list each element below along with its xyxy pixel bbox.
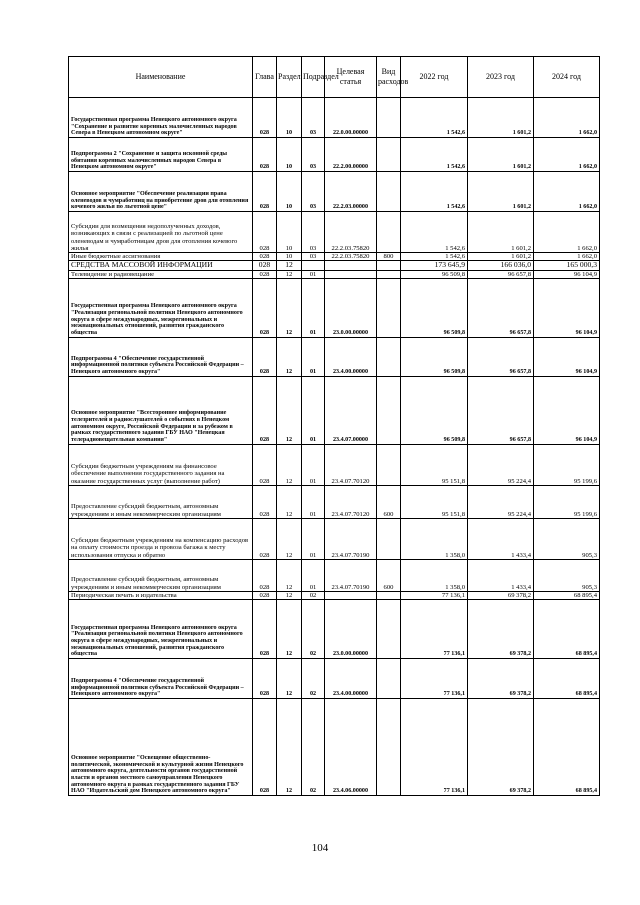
header-2022: 2022 год [401, 57, 468, 98]
header-2023: 2023 год [468, 57, 534, 98]
row-expense-type-cell [377, 278, 401, 337]
row-target-cell: 23.4.07.70120 [325, 485, 377, 518]
table-row [69, 212, 600, 253]
row-subsection-cell: 01 [302, 559, 325, 591]
row-subsection-cell: 02 [302, 591, 325, 599]
row-chapter-cell: 028 [253, 337, 277, 376]
row-name-cell: Основное мероприятие "Обеспечение реализации права оленеводов и чумработниц на приобретение дров для отопления кочевого жилья по льготной цене" [69, 172, 253, 212]
table-body [69, 98, 600, 796]
row-chapter-cell: 028 [253, 699, 277, 796]
row-2024-cell: 1 662,0 [534, 253, 600, 261]
row-2024-cell: 68 895,4 [534, 699, 600, 796]
row-2024-cell: 1 662,0 [534, 172, 600, 212]
row-section-cell: 12 [277, 337, 302, 376]
row-2023-cell: 96 657,8 [468, 278, 534, 337]
row-name-cell: Предоставление субсидий бюджетным, автономным учреждениям и иным некоммерческим организациям [69, 559, 253, 591]
page-number: 104 [311, 842, 329, 854]
row-2022-cell: 77 136,1 [401, 600, 468, 659]
row-expense-type-cell [377, 591, 401, 599]
header-chapter: Глава [253, 57, 277, 98]
row-section-cell: 10 [277, 253, 302, 261]
table-row [69, 98, 600, 138]
row-name-cell: Основное мероприятие "Всестороннее информирование телезрителей и радиослушателей о событиях в Ненецком автономном округе, Российской Федерации и за рубежом в рамках государственного задания ГБУ НАО "Ненецкая телерадиовещательная компания" [69, 376, 253, 444]
row-subsection-cell [302, 261, 325, 270]
row-expense-type-cell [377, 270, 401, 278]
row-section-cell: 12 [277, 659, 302, 699]
row-2024-cell: 68 895,4 [534, 600, 600, 659]
row-section-cell: 12 [277, 485, 302, 518]
row-2023-cell: 1 601,2 [468, 253, 534, 261]
header-name: Наименование [69, 57, 253, 98]
row-chapter-cell: 028 [253, 261, 277, 270]
row-chapter-cell: 028 [253, 376, 277, 444]
table-header-row [69, 57, 600, 98]
row-target-cell: 23.0.00.00000 [325, 278, 377, 337]
row-target-cell: 22.2.03.75820 [325, 253, 377, 261]
table-row [69, 591, 600, 599]
row-target-cell: 22.2.03.00000 [325, 172, 377, 212]
row-section-cell: 10 [277, 138, 302, 172]
row-2024-cell: 905,3 [534, 559, 600, 591]
row-2024-cell: 96 104,9 [534, 376, 600, 444]
row-expense-type-cell [377, 98, 401, 138]
row-2023-cell: 96 657,8 [468, 270, 534, 278]
table-row [69, 699, 600, 796]
row-2022-cell: 1 542,6 [401, 138, 468, 172]
row-2023-cell: 69 378,2 [468, 600, 534, 659]
table-row [69, 518, 600, 559]
row-target-cell [325, 591, 377, 599]
table-row [69, 444, 600, 485]
row-name-cell: Иные бюджетные ассигнования [69, 253, 253, 261]
row-2023-cell: 166 036,0 [468, 261, 534, 270]
header-2024: 2024 год [534, 57, 600, 98]
row-name-cell: Субсидии бюджетным учреждениям на компенсацию расходов на оплату стоимости проезда и провоза багажа к месту использования отпуска и обратно [69, 518, 253, 559]
row-name-cell: Государственная программа Ненецкого автономного округа "Реализация региональной политики Ненецкого автономного округа в сфере международных, межрегиональных и межнациональных отношений, развития гражданского общества [69, 600, 253, 659]
row-name-cell: СРЕДСТВА МАССОВОЙ ИНФОРМАЦИИ [69, 261, 253, 270]
table-row [69, 270, 600, 278]
row-chapter-cell: 028 [253, 253, 277, 261]
row-section-cell: 12 [277, 559, 302, 591]
row-2024-cell: 1 662,0 [534, 212, 600, 253]
row-subsection-cell: 03 [302, 212, 325, 253]
row-subsection-cell: 01 [302, 485, 325, 518]
row-2023-cell: 69 378,2 [468, 591, 534, 599]
row-section-cell: 12 [277, 699, 302, 796]
row-target-cell: 23.4.07.70190 [325, 559, 377, 591]
row-expense-type-cell [377, 444, 401, 485]
row-section-cell: 12 [277, 518, 302, 559]
table-row [69, 659, 600, 699]
row-section-cell: 12 [277, 261, 302, 270]
table-row [69, 278, 600, 337]
row-2022-cell: 77 136,1 [401, 659, 468, 699]
row-2023-cell: 1 433,4 [468, 559, 534, 591]
row-section-cell: 12 [277, 591, 302, 599]
row-section-cell: 12 [277, 600, 302, 659]
row-2023-cell: 96 657,8 [468, 337, 534, 376]
row-chapter-cell: 028 [253, 518, 277, 559]
row-2023-cell: 1 601,2 [468, 212, 534, 253]
header-section: Раздел [277, 57, 302, 98]
row-chapter-cell: 028 [253, 600, 277, 659]
row-2023-cell: 95 224,4 [468, 485, 534, 518]
row-name-cell: Субсидии для возмещения недополученных доходов, возникающих в связи с реализацией по льготной цене оленеводам и чумработницам дров для отопления кочевого жилья [69, 212, 253, 253]
row-2023-cell: 1 433,4 [468, 518, 534, 559]
row-2022-cell: 96 509,8 [401, 376, 468, 444]
row-2024-cell: 1 662,0 [534, 98, 600, 138]
row-section-cell: 10 [277, 98, 302, 138]
table-row [69, 261, 600, 270]
row-2023-cell: 1 601,2 [468, 98, 534, 138]
row-2023-cell: 95 224,4 [468, 444, 534, 485]
row-subsection-cell: 01 [302, 270, 325, 278]
row-target-cell [325, 261, 377, 270]
table-row [69, 172, 600, 212]
row-chapter-cell: 028 [253, 138, 277, 172]
row-2023-cell: 96 657,8 [468, 376, 534, 444]
row-expense-type-cell [377, 212, 401, 253]
table-row [69, 337, 600, 376]
header-target: Целевая статья [325, 57, 377, 98]
row-2023-cell: 69 378,2 [468, 659, 534, 699]
row-2024-cell: 95 199,6 [534, 444, 600, 485]
row-target-cell: 22.0.00.00000 [325, 98, 377, 138]
row-chapter-cell: 028 [253, 172, 277, 212]
row-section-cell: 12 [277, 376, 302, 444]
row-name-cell: Периодическая печать и издательства [69, 591, 253, 599]
row-2023-cell: 1 601,2 [468, 172, 534, 212]
row-2024-cell: 96 104,9 [534, 337, 600, 376]
row-2022-cell: 1 358,0 [401, 559, 468, 591]
row-2023-cell: 69 378,2 [468, 699, 534, 796]
row-expense-type-cell [377, 600, 401, 659]
row-target-cell: 23.4.07.00000 [325, 376, 377, 444]
row-2024-cell: 96 104,9 [534, 278, 600, 337]
row-chapter-cell: 028 [253, 278, 277, 337]
budget-table [68, 56, 600, 796]
row-chapter-cell: 028 [253, 270, 277, 278]
row-target-cell: 22.2.00.00000 [325, 138, 377, 172]
row-2024-cell: 95 199,6 [534, 485, 600, 518]
row-chapter-cell: 028 [253, 444, 277, 485]
row-chapter-cell: 028 [253, 659, 277, 699]
row-chapter-cell: 028 [253, 485, 277, 518]
row-subsection-cell: 01 [302, 278, 325, 337]
table-row [69, 559, 600, 591]
row-target-cell: 23.4.07.70190 [325, 518, 377, 559]
row-expense-type-cell [377, 138, 401, 172]
row-2022-cell: 96 509,8 [401, 337, 468, 376]
row-2024-cell: 68 895,4 [534, 659, 600, 699]
row-subsection-cell: 02 [302, 699, 325, 796]
row-2024-cell: 68 895,4 [534, 591, 600, 599]
row-2024-cell: 905,3 [534, 518, 600, 559]
row-target-cell: 22.2.03.75820 [325, 212, 377, 253]
row-subsection-cell: 02 [302, 600, 325, 659]
row-chapter-cell: 028 [253, 559, 277, 591]
row-section-cell: 12 [277, 444, 302, 485]
row-name-cell: Подпрограмма 2 "Сохранение и защита исконной среды обитания коренных малочисленных народов Севера в Ненецком автономном округе" [69, 138, 253, 172]
row-expense-type-cell [377, 518, 401, 559]
row-chapter-cell: 028 [253, 98, 277, 138]
table-row [69, 485, 600, 518]
row-target-cell: 23.4.00.00000 [325, 659, 377, 699]
row-section-cell: 12 [277, 278, 302, 337]
row-chapter-cell: 028 [253, 591, 277, 599]
header-subsection: Подраздел [302, 57, 325, 98]
row-subsection-cell: 01 [302, 376, 325, 444]
row-expense-type-cell: 600 [377, 559, 401, 591]
row-subsection-cell: 03 [302, 253, 325, 261]
row-section-cell: 10 [277, 172, 302, 212]
row-2022-cell: 1 542,6 [401, 172, 468, 212]
row-2022-cell: 96 509,8 [401, 278, 468, 337]
row-2024-cell: 96 104,9 [534, 270, 600, 278]
row-subsection-cell: 01 [302, 518, 325, 559]
row-2022-cell: 1 542,6 [401, 253, 468, 261]
row-target-cell: 23.4.00.00000 [325, 337, 377, 376]
row-expense-type-cell [377, 172, 401, 212]
row-target-cell: 23.4.06.00000 [325, 699, 377, 796]
row-expense-type-cell [377, 337, 401, 376]
row-2022-cell: 95 151,8 [401, 485, 468, 518]
row-2022-cell: 173 645,9 [401, 261, 468, 270]
row-name-cell: Субсидии бюджетным учреждениям на финансовое обеспечение выполнения государственного задания на оказание государственных услуг (выполнение работ) [69, 444, 253, 485]
row-subsection-cell: 03 [302, 172, 325, 212]
row-2024-cell: 165 000,3 [534, 261, 600, 270]
row-2022-cell: 77 136,1 [401, 591, 468, 599]
row-2022-cell: 1 542,6 [401, 212, 468, 253]
row-subsection-cell: 02 [302, 659, 325, 699]
row-name-cell: Государственная программа Ненецкого автономного округа "Реализация региональной политики Ненецкого автономного округа в сфере международных, межрегиональных и межнациональных отношений, развития гражданского общества [69, 278, 253, 337]
row-2024-cell: 1 662,0 [534, 138, 600, 172]
row-expense-type-cell: 600 [377, 485, 401, 518]
row-target-cell [325, 270, 377, 278]
row-name-cell: Основное мероприятие "Освещение общественно-политической, экономической и культурной жизни Ненецкого автономного округа, деятельности органов государственной власти и органов местного самоуправления Ненецкого автономного округа в рамках государственного задания ГБУ НАО "Издательский дом Ненецкого автономного округа" [69, 699, 253, 796]
row-subsection-cell: 03 [302, 98, 325, 138]
row-section-cell: 12 [277, 270, 302, 278]
row-target-cell: 23.4.07.70120 [325, 444, 377, 485]
row-section-cell: 10 [277, 212, 302, 253]
row-name-cell: Подпрограмма 4 "Обеспечение государственной информационной политики субъекта Российской Федерации – Ненецкого автономного округа" [69, 337, 253, 376]
row-2023-cell: 1 601,2 [468, 138, 534, 172]
row-2022-cell: 77 136,1 [401, 699, 468, 796]
row-2022-cell: 1 358,0 [401, 518, 468, 559]
row-name-cell: Телевидение и радиовещание [69, 270, 253, 278]
row-subsection-cell: 01 [302, 444, 325, 485]
table-row [69, 138, 600, 172]
row-target-cell: 23.0.00.00000 [325, 600, 377, 659]
row-expense-type-cell [377, 261, 401, 270]
row-expense-type-cell [377, 376, 401, 444]
row-subsection-cell: 03 [302, 138, 325, 172]
row-2022-cell: 96 509,8 [401, 270, 468, 278]
row-expense-type-cell: 800 [377, 253, 401, 261]
row-name-cell: Государственная программа Ненецкого автономного округа "Сохранение и развитие коренных малочисленных народов Севера в Ненецком автономном округе" [69, 98, 253, 138]
header-expense-type: Вид расходов [377, 57, 401, 98]
row-name-cell: Предоставление субсидий бюджетным, автономным учреждениям и иным некоммерческим организациям [69, 485, 253, 518]
row-expense-type-cell [377, 699, 401, 796]
row-name-cell: Подпрограмма 4 "Обеспечение государственной информационной политики субъекта Российской Федерации – Ненецкого автономного округа" [69, 659, 253, 699]
row-chapter-cell: 028 [253, 212, 277, 253]
row-subsection-cell: 01 [302, 337, 325, 376]
row-2022-cell: 1 542,6 [401, 98, 468, 138]
table-row [69, 600, 600, 659]
row-expense-type-cell [377, 659, 401, 699]
table-row [69, 376, 600, 444]
row-2022-cell: 95 151,8 [401, 444, 468, 485]
